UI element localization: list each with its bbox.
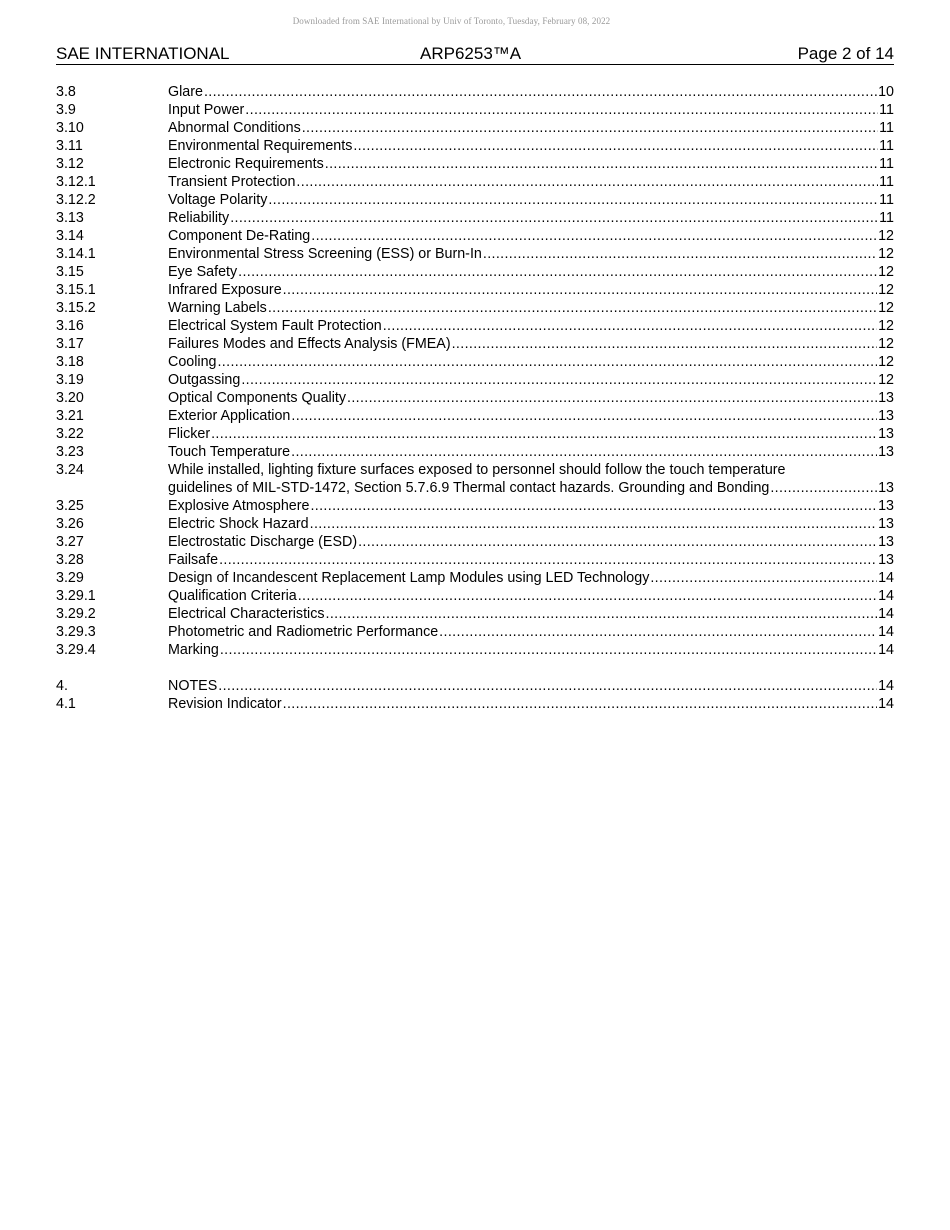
document-id: ARP6253™A: [420, 44, 522, 63]
toc-entry-body: [168, 137, 894, 155]
dot-leader: [769, 479, 877, 497]
toc-entry[interactable]: [56, 335, 894, 353]
dot-leader: [218, 551, 877, 569]
toc-section-number: 3.26: [56, 516, 84, 532]
toc-page-number: 11: [879, 156, 894, 172]
dot-leader: [282, 281, 877, 299]
toc-title: Glare: [168, 84, 203, 100]
dot-leader: [301, 119, 878, 137]
toc-page-number: 11: [879, 210, 894, 226]
page-number: Page 2 of 14: [797, 44, 894, 63]
toc-title: Electric Shock Hazard: [168, 516, 309, 532]
toc-section-number: 4.1: [56, 696, 76, 712]
toc-entry[interactable]: [56, 407, 894, 425]
toc-entry[interactable]: [56, 641, 894, 659]
dot-leader: [267, 191, 878, 209]
toc-title: Outgassing: [168, 372, 241, 388]
toc-section-number: 3.14: [56, 228, 84, 244]
toc-entry[interactable]: [56, 281, 894, 299]
toc-title: Exterior Application: [168, 408, 291, 424]
dot-leader: [203, 83, 877, 101]
toc-entry-body: [168, 245, 894, 263]
toc-entry[interactable]: [56, 83, 894, 101]
dot-leader: [290, 443, 877, 461]
toc-entry-body: [168, 587, 894, 605]
toc-page-number: 11: [879, 174, 894, 190]
toc-section-number: 3.29: [56, 570, 84, 586]
toc-section-number: 3.29.2: [56, 606, 96, 622]
dot-leader: [310, 227, 877, 245]
toc-entry-body: [168, 227, 894, 245]
toc-entry-body: [168, 173, 894, 191]
table-of-contents: [56, 83, 894, 713]
toc-title: NOTES: [168, 678, 218, 694]
toc-page-number: 11: [879, 120, 894, 136]
dot-leader: [244, 101, 878, 119]
toc-section-number: 3.25: [56, 498, 84, 514]
toc-section-number: 3.20: [56, 390, 84, 406]
page-header: [56, 44, 894, 65]
toc-section-number: 3.15.1: [56, 282, 96, 298]
toc-entry-body: [168, 263, 894, 281]
toc-section-number: 3.27: [56, 534, 84, 550]
toc-page-number: 12: [878, 246, 894, 262]
toc-page-number: 10: [878, 84, 894, 100]
toc-entry-body: [168, 299, 894, 317]
toc-entry[interactable]: [56, 209, 894, 227]
toc-page-number: 14: [878, 696, 894, 712]
toc-title: Voltage Polarity: [168, 192, 268, 208]
toc-page-number: 13: [878, 480, 894, 496]
toc-title: Reliability: [168, 210, 230, 226]
toc-section-number: 3.8: [56, 84, 76, 100]
toc-page-number: 13: [878, 516, 894, 532]
toc-entry-body: [168, 83, 894, 101]
toc-entry-body: [168, 497, 894, 515]
toc-entry[interactable]: [56, 569, 894, 587]
toc-page-number: 13: [878, 444, 894, 460]
toc-entry-body: [168, 605, 894, 623]
toc-title: Failures Modes and Effects Analysis (FMEA): [168, 336, 451, 352]
toc-section-number: 3.13: [56, 210, 84, 226]
dot-leader: [240, 371, 877, 389]
toc-entry-body: [168, 191, 894, 209]
toc-entry[interactable]: [56, 245, 894, 263]
toc-title: Flicker: [168, 426, 211, 442]
toc-page-number: 12: [878, 300, 894, 316]
toc-entry[interactable]: [56, 173, 894, 191]
toc-title: Electrical Characteristics: [168, 606, 325, 622]
toc-entry-body: [168, 533, 894, 551]
dot-leader: [309, 497, 877, 515]
toc-title: Cooling: [168, 354, 217, 370]
toc-section-number: 3.23: [56, 444, 84, 460]
toc-page-number: 12: [878, 354, 894, 370]
toc-page-number: 12: [878, 336, 894, 352]
toc-entry-body: [168, 623, 894, 641]
toc-title: Optical Components Quality: [168, 390, 346, 406]
toc-entry[interactable]: [56, 677, 894, 695]
dot-leader: [649, 569, 877, 587]
toc-title-line1: While installed, lighting fixture surfaces exposed to personnel should follow the touch temperature: [168, 462, 786, 478]
toc-entry-body: [168, 119, 894, 137]
dot-leader: [216, 353, 877, 371]
toc-page-number: 14: [878, 624, 894, 640]
dot-leader: [295, 173, 878, 191]
toc-title: Component De-Rating: [168, 228, 311, 244]
toc-entry[interactable]: [56, 515, 894, 533]
toc-section-number: 3.12.2: [56, 192, 96, 208]
toc-section-number: 3.24: [56, 462, 84, 478]
toc-entry-body: [168, 155, 894, 173]
toc-section-number: 3.15.2: [56, 300, 96, 316]
toc-entry[interactable]: [56, 299, 894, 317]
toc-entry[interactable]: [56, 425, 894, 443]
toc-section-number: 3.15: [56, 264, 84, 280]
toc-entry-body: [168, 515, 894, 533]
toc-page-number: 12: [878, 228, 894, 244]
dot-leader: [325, 605, 878, 623]
toc-section-number: 3.29.3: [56, 624, 96, 640]
toc-title: Warning Labels: [168, 300, 267, 316]
toc-page-number: 13: [878, 390, 894, 406]
toc-title: Touch Temperature: [168, 444, 291, 460]
toc-section-number: 3.10: [56, 120, 84, 136]
dot-leader: [237, 263, 877, 281]
toc-section-number: 3.22: [56, 426, 84, 442]
toc-entry-body: [168, 371, 894, 389]
dot-leader: [217, 677, 877, 695]
toc-title: Infrared Exposure: [168, 282, 282, 298]
toc-entry[interactable]: [56, 371, 894, 389]
organization-name: SAE INTERNATIONAL: [56, 44, 230, 63]
toc-title: Marking: [168, 642, 219, 658]
toc-section-number: 3.29.1: [56, 588, 96, 604]
toc-page-number: 14: [878, 606, 894, 622]
toc-entry-body: [168, 695, 894, 713]
toc-section-number: 3.29.4: [56, 642, 96, 658]
toc-section-number: 4.: [56, 678, 68, 694]
toc-entry[interactable]: [56, 317, 894, 335]
dot-leader: [297, 587, 877, 605]
toc-section-number: 3.19: [56, 372, 84, 388]
toc-title: Eye Safety: [168, 264, 238, 280]
toc-section-number: 3.18: [56, 354, 84, 370]
toc-page-number: 11: [879, 138, 894, 154]
toc-title: Electrostatic Discharge (ESD): [168, 534, 358, 550]
toc-title: Qualification Criteria: [168, 588, 297, 604]
toc-entry-body: [168, 443, 894, 461]
dot-leader: [309, 515, 877, 533]
toc-page-number: 14: [878, 678, 894, 694]
toc-page-number: 11: [879, 102, 894, 118]
toc-entry[interactable]: [56, 389, 894, 407]
toc-section-number: 3.16: [56, 318, 84, 334]
toc-entry-body: [168, 677, 894, 695]
toc-title: Abnormal Conditions: [168, 120, 301, 136]
toc-page-number: 12: [878, 282, 894, 298]
toc-entry[interactable]: [56, 623, 894, 641]
toc-entry[interactable]: [56, 227, 894, 245]
toc-page-number: 12: [878, 264, 894, 280]
toc-page-number: 14: [878, 588, 894, 604]
toc-entry[interactable]: [56, 533, 894, 551]
toc-section-number: 3.21: [56, 408, 84, 424]
toc-title: Environmental Stress Screening (ESS) or Burn-In: [168, 246, 482, 262]
toc-section-number: 3.28: [56, 552, 84, 568]
toc-title: Electrical System Fault Protection: [168, 318, 382, 334]
toc-entry[interactable]: [56, 443, 894, 461]
toc-entry[interactable]: [56, 263, 894, 281]
download-watermark: Downloaded from SAE International by Univ of Toronto, Tuesday, February 08, 2022: [292, 16, 611, 26]
toc-entry-body: [168, 425, 894, 443]
toc-page-number: 11: [879, 192, 894, 208]
toc-entry-body: [168, 389, 894, 407]
toc-page-number: 13: [878, 498, 894, 514]
toc-entry[interactable]: [56, 101, 894, 119]
dot-leader: [357, 533, 877, 551]
toc-section-number: 3.9: [56, 102, 76, 118]
dot-leader: [324, 155, 878, 173]
toc-entry-body: [168, 461, 894, 497]
toc-entry-body: [168, 569, 894, 587]
dot-leader: [382, 317, 877, 335]
toc-page-number: 12: [878, 318, 894, 334]
toc-entry-body: [168, 407, 894, 425]
dot-leader: [352, 137, 878, 155]
toc-page-number: 13: [878, 534, 894, 550]
toc-page-number: 13: [878, 552, 894, 568]
toc-section-number: 3.17: [56, 336, 84, 352]
toc-entry[interactable]: [56, 155, 894, 173]
dot-leader: [267, 299, 877, 317]
dot-leader: [229, 209, 878, 227]
dot-leader: [290, 407, 877, 425]
toc-entry[interactable]: [56, 353, 894, 371]
toc-entry[interactable]: [56, 587, 894, 605]
toc-entry[interactable]: [56, 497, 894, 515]
toc-entry[interactable]: [56, 551, 894, 569]
dot-leader: [219, 641, 877, 659]
toc-entry[interactable]: [56, 461, 894, 497]
toc-section-number: 3.14.1: [56, 246, 96, 262]
toc-section-number: 3.12.1: [56, 174, 96, 190]
toc-entry-body: [168, 551, 894, 569]
dot-leader: [346, 389, 877, 407]
toc-entry[interactable]: [56, 695, 894, 713]
toc-title: Design of Incandescent Replacement Lamp Modules using LED Technology: [168, 570, 650, 586]
dot-leader: [210, 425, 877, 443]
dot-leader: [438, 623, 877, 641]
toc-title: Revision Indicator: [168, 696, 282, 712]
toc-page-number: 14: [878, 570, 894, 586]
toc-entry-body: [168, 281, 894, 299]
dot-leader: [282, 695, 877, 713]
toc-entry[interactable]: [56, 191, 894, 209]
toc-entry-body: [168, 101, 894, 119]
toc-title: Input Power: [168, 102, 245, 118]
toc-title: Electronic Requirements: [168, 156, 324, 172]
toc-entry[interactable]: [56, 119, 894, 137]
toc-entry-body: [168, 353, 894, 371]
toc-entry-body: [168, 335, 894, 353]
toc-entry-body: [168, 641, 894, 659]
toc-title: Transient Protection: [168, 174, 296, 190]
toc-entry-body: [168, 317, 894, 335]
dot-leader: [482, 245, 877, 263]
toc-title: Explosive Atmosphere: [168, 498, 310, 514]
toc-title: Environmental Requirements: [168, 138, 353, 154]
toc-page-number: 13: [878, 408, 894, 424]
toc-entry[interactable]: [56, 605, 894, 623]
toc-title: Failsafe: [168, 552, 219, 568]
toc-page-number: 12: [878, 372, 894, 388]
toc-page-number: 13: [878, 426, 894, 442]
toc-entry-body: [168, 209, 894, 227]
toc-entry[interactable]: [56, 137, 894, 155]
toc-title: guidelines of MIL-STD-1472, Section 5.7.6.9 Thermal contact hazards. Grounding and Bonding: [168, 480, 770, 496]
toc-title: Photometric and Radiometric Performance: [168, 624, 439, 640]
toc-section-number: 3.11: [56, 138, 83, 154]
toc-section-number: 3.12: [56, 156, 84, 172]
toc-page-number: 14: [878, 642, 894, 658]
dot-leader: [451, 335, 877, 353]
